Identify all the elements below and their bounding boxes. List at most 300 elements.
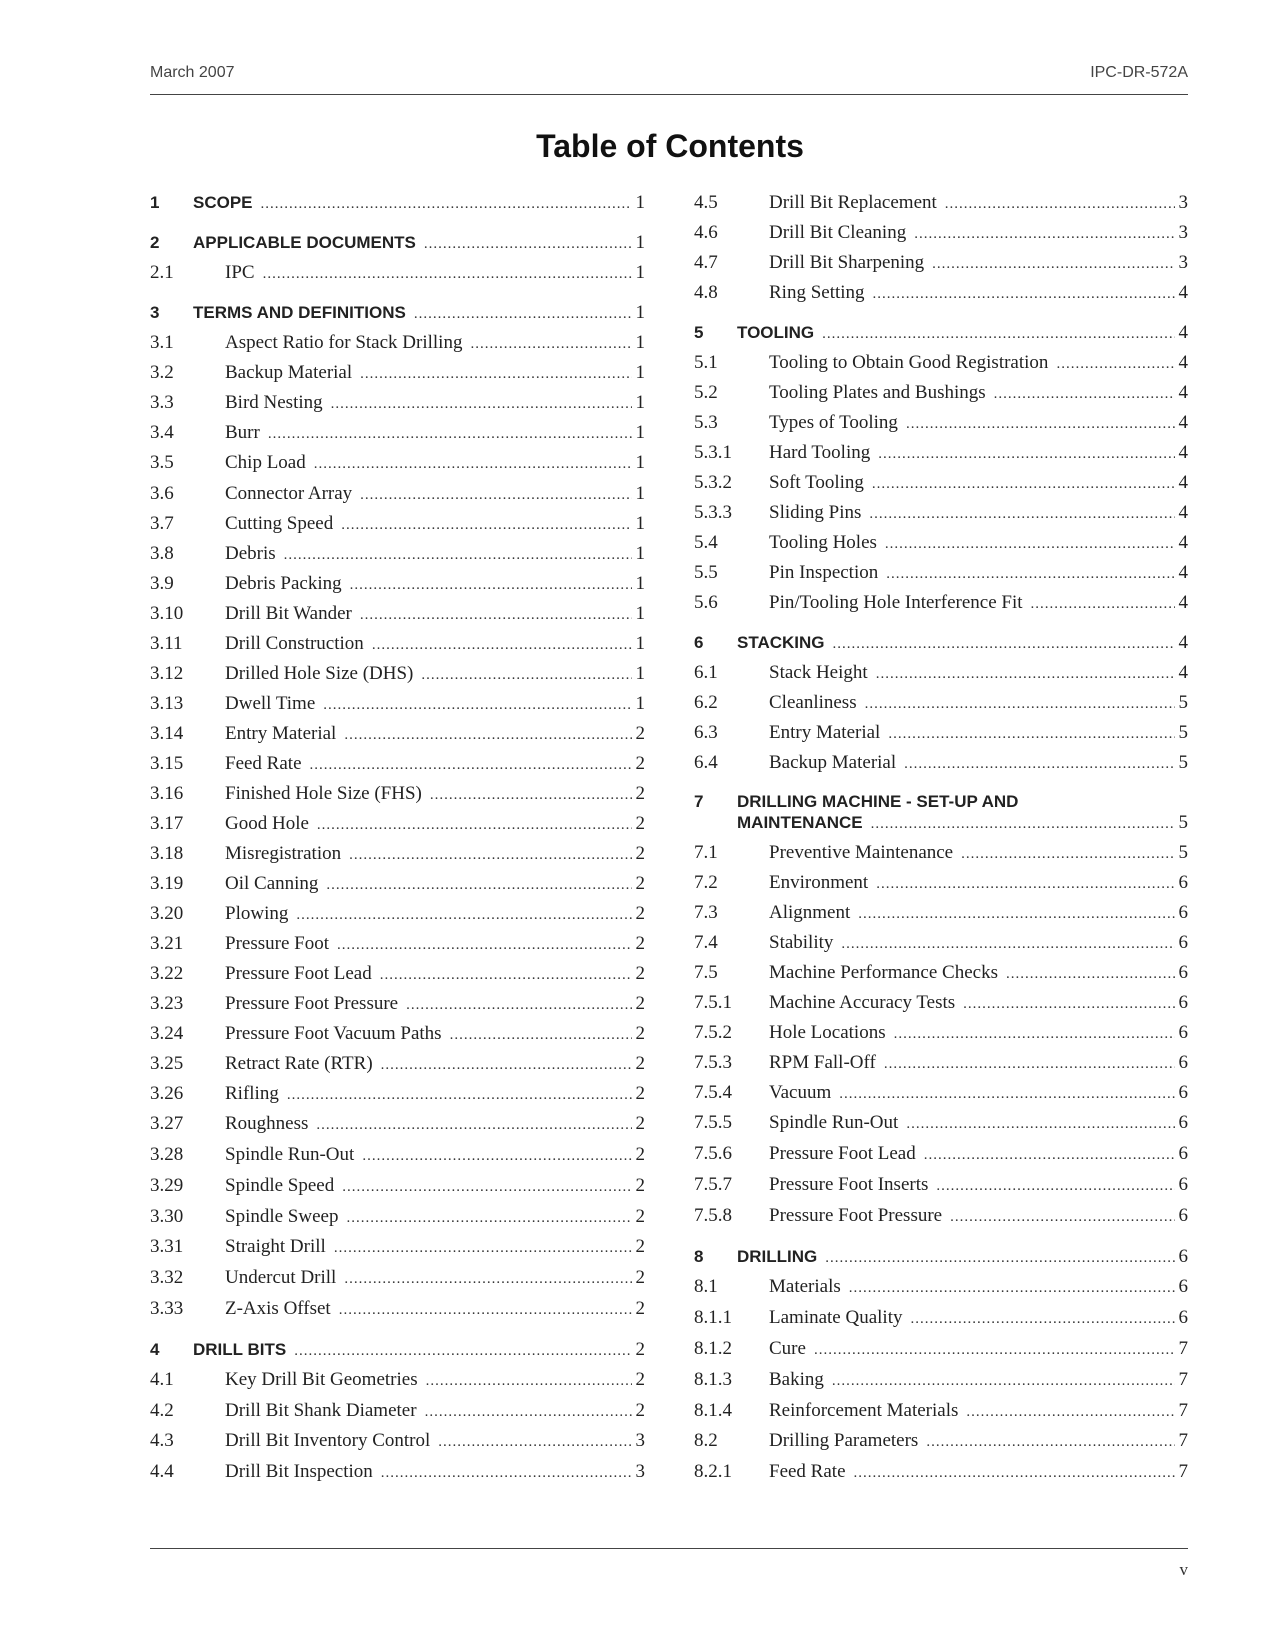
toc-entry[interactable] <box>694 1338 1188 1360</box>
toc-entry[interactable] <box>694 252 1188 274</box>
dot-leader <box>878 446 1174 463</box>
dot-leader <box>924 1147 1175 1164</box>
toc-entry-title: Finished Hole Size (FHS) <box>225 783 422 804</box>
toc-entry[interactable] <box>694 592 1188 614</box>
toc-entry[interactable] <box>694 872 1188 894</box>
toc-entry[interactable] <box>150 513 645 535</box>
toc-entry-title: Retract Rate (RTR) <box>225 1053 373 1074</box>
dot-leader <box>876 876 1174 893</box>
toc-entry-number: 7.5.8 <box>694 1205 732 1226</box>
toc-entry-page: 6 <box>1178 902 1188 923</box>
toc-entry-title: Pressure Foot Pressure <box>225 993 399 1014</box>
toc-entry-number: 4.3 <box>150 1430 174 1451</box>
toc-entry-title: Debris Packing <box>225 573 342 594</box>
toc-entry-title: Machine Accuracy Tests <box>769 992 956 1013</box>
dot-leader <box>425 1404 632 1421</box>
toc-entry-title: Dwell Time <box>225 693 316 714</box>
toc-entry[interactable] <box>150 543 645 565</box>
toc-entry-page: 2 <box>635 843 645 864</box>
dot-leader <box>268 426 632 443</box>
toc-entry-page: 6 <box>1178 1082 1188 1103</box>
toc-entry-title: Cure <box>769 1338 806 1359</box>
toc-entry-number: 3.11 <box>150 633 183 654</box>
toc-entry-number: 7.5.1 <box>694 992 732 1013</box>
toc-entry-page: 4 <box>1178 382 1188 403</box>
toc-entry-number: 3.27 <box>150 1113 184 1134</box>
toc-entry[interactable] <box>694 992 1188 1014</box>
toc-entry-page: 5 <box>1178 722 1188 743</box>
dot-leader <box>926 1434 1174 1451</box>
toc-entry[interactable] <box>150 483 645 505</box>
toc-entry-title: Types of Tooling <box>769 412 898 433</box>
toc-entry[interactable] <box>150 963 645 985</box>
toc-entry-number: 3.19 <box>150 873 184 894</box>
toc-entry-number: 3.32 <box>150 1267 184 1288</box>
toc-entry[interactable] <box>150 452 645 474</box>
toc-entry-page: 2 <box>635 1113 645 1134</box>
toc-entry-number: 5.3 <box>694 412 718 433</box>
toc-entry[interactable] <box>150 1023 645 1045</box>
toc-entry[interactable] <box>694 1430 1188 1452</box>
toc-entry-number: 8.1 <box>694 1276 718 1297</box>
toc-entry-number: 8.2 <box>694 1430 718 1451</box>
toc-entry-page: 2 <box>635 813 645 834</box>
toc-entry[interactable] <box>694 222 1188 244</box>
toc-entry-number: 5.4 <box>694 532 718 553</box>
toc-entry-number: 8.1.2 <box>694 1338 732 1359</box>
toc-entry[interactable] <box>694 1307 1188 1329</box>
toc-entry-page: 2 <box>635 783 645 804</box>
toc-entry[interactable] <box>694 502 1188 524</box>
toc-entry[interactable] <box>150 1267 645 1289</box>
dot-leader <box>904 756 1174 773</box>
toc-entry-number: 7.3 <box>694 902 718 923</box>
toc-entry-page: 6 <box>1178 1276 1188 1297</box>
toc-entry[interactable] <box>694 932 1188 954</box>
toc-entry[interactable] <box>694 1143 1188 1165</box>
dot-leader <box>360 607 632 624</box>
toc-entry-number: 3.6 <box>150 483 174 504</box>
dot-leader <box>963 996 1174 1013</box>
toc-entry-page: 4 <box>1178 592 1188 613</box>
dot-leader <box>424 236 632 253</box>
toc-entry-page: 7 <box>1178 1338 1188 1359</box>
dot-leader <box>1056 356 1174 373</box>
toc-entry[interactable] <box>150 993 645 1015</box>
dot-leader <box>1006 966 1175 983</box>
toc-entry-title: Drill Bit Inventory Control <box>225 1430 431 1451</box>
dot-leader <box>1031 596 1175 613</box>
toc-entry-title: SCOPE <box>193 193 253 212</box>
toc-entry-page: 1 <box>635 513 645 534</box>
toc-entry-number: 7.5.2 <box>694 1022 732 1043</box>
dot-leader <box>314 456 632 473</box>
toc-entry[interactable] <box>150 783 645 805</box>
toc-entry-number: 4.1 <box>150 1369 174 1390</box>
toc-entry[interactable] <box>150 1430 645 1452</box>
toc-entry-number: 3.4 <box>150 422 174 443</box>
toc-entry[interactable] <box>694 472 1188 494</box>
toc-entry-title: Plowing <box>225 903 289 924</box>
toc-entry-title: Connector Array <box>225 483 353 504</box>
dot-leader <box>287 1087 632 1104</box>
toc-entry-title: Undercut Drill <box>225 1267 337 1288</box>
dot-leader <box>334 1240 632 1257</box>
toc-entry[interactable] <box>150 1339 645 1361</box>
toc-entry-title: IPC <box>225 262 255 283</box>
toc-entry-page: 1 <box>635 452 645 473</box>
toc-entry-title: Z-Axis Offset <box>225 1298 331 1319</box>
dot-leader <box>871 816 1175 833</box>
toc-entry[interactable] <box>694 842 1188 864</box>
toc-entry-title: Baking <box>769 1369 824 1390</box>
toc-entry-title: Pressure Foot Lead <box>225 963 372 984</box>
toc-entry[interactable] <box>694 352 1188 374</box>
toc-entry-page: 1 <box>635 332 645 353</box>
toc-entry[interactable] <box>150 1083 645 1105</box>
toc-entry-title: Pressure Foot <box>225 933 329 954</box>
toc-entry-title: Feed Rate <box>769 1461 846 1482</box>
toc-entry-number: 3.33 <box>150 1298 184 1319</box>
toc-entry-title: Stability <box>769 932 834 953</box>
toc-entry[interactable] <box>150 723 645 745</box>
toc-entry-page: 3 <box>1178 252 1188 273</box>
toc-entry-title: Entry Material <box>225 723 337 744</box>
toc-entry[interactable] <box>150 663 645 685</box>
toc-entry-title: Rifling <box>225 1083 279 1104</box>
toc-entry-number: 3.5 <box>150 452 174 473</box>
toc-entry[interactable] <box>150 1236 645 1258</box>
toc-entry-number: 5.2 <box>694 382 718 403</box>
toc-entry-page: 2 <box>635 933 645 954</box>
dot-leader <box>894 1026 1175 1043</box>
toc-entry-number: 4 <box>150 1340 160 1359</box>
toc-entry[interactable] <box>694 632 1188 654</box>
toc-entry-title: Debris <box>225 543 276 564</box>
toc-entry-page: 3 <box>635 1461 645 1482</box>
toc-entry-number: 3.25 <box>150 1053 184 1074</box>
toc-entry[interactable] <box>694 412 1188 434</box>
toc-entry[interactable] <box>694 562 1188 584</box>
toc-entry[interactable] <box>694 752 1188 774</box>
toc-entry[interactable] <box>150 693 645 715</box>
toc-entry-title: Spindle Sweep <box>225 1206 339 1227</box>
toc-entry[interactable] <box>694 1052 1188 1074</box>
toc-entry[interactable] <box>694 962 1188 984</box>
toc-entry-number: 7.1 <box>694 842 718 863</box>
toc-entry-page: 1 <box>635 362 645 383</box>
dot-leader <box>316 1117 631 1134</box>
toc-entry-number: 6.1 <box>694 662 718 683</box>
dot-leader <box>339 1302 632 1319</box>
dot-leader <box>284 547 632 564</box>
toc-entry-number: 3.26 <box>150 1083 184 1104</box>
running-header <box>150 64 1188 95</box>
toc-entry[interactable] <box>694 1112 1188 1134</box>
toc-entry-page: 1 <box>635 693 645 714</box>
toc-entry[interactable] <box>150 1113 645 1135</box>
toc-entry-title: Ring Setting <box>769 282 865 303</box>
toc-entry-page: 2 <box>635 993 645 1014</box>
toc-entry-title: Good Hole <box>225 813 309 834</box>
toc-entry[interactable] <box>150 1400 645 1422</box>
toc-entry-page: 4 <box>1178 352 1188 373</box>
toc-entry-number: 3.14 <box>150 723 184 744</box>
dot-leader <box>470 336 631 353</box>
dot-leader <box>914 226 1174 243</box>
toc-entry[interactable] <box>694 1276 1188 1298</box>
toc-entry-page: 6 <box>1178 1143 1188 1164</box>
toc-entry-page: 4 <box>1178 412 1188 433</box>
toc-entry-number: 7.5.7 <box>694 1174 732 1195</box>
toc-entry[interactable] <box>150 903 645 925</box>
page-number: v <box>1179 1560 1188 1579</box>
dot-leader <box>342 1179 631 1196</box>
dot-leader <box>885 536 1175 553</box>
toc-entry[interactable] <box>694 1400 1188 1422</box>
toc-entry-title: Roughness <box>225 1113 309 1134</box>
dot-leader <box>362 1148 631 1165</box>
dot-leader <box>317 817 632 834</box>
toc-entry[interactable] <box>150 1053 645 1075</box>
toc-entry-title: Drill Bit Cleaning <box>769 222 907 243</box>
toc-entry-page: 5 <box>1178 692 1188 713</box>
toc-entry-page: 4 <box>1178 532 1188 553</box>
toc-entry-number: 3.20 <box>150 903 184 924</box>
dot-leader <box>884 1056 1175 1073</box>
toc-entry[interactable] <box>150 1175 645 1197</box>
toc-entry-page: 2 <box>635 873 645 894</box>
toc-entry[interactable] <box>150 573 645 595</box>
toc-entry[interactable] <box>150 813 645 835</box>
toc-entry-number: 3.16 <box>150 783 184 804</box>
toc-entry-page: 2 <box>635 1083 645 1104</box>
toc-entry[interactable] <box>694 282 1188 304</box>
toc-entry-title: Preventive Maintenance <box>769 842 954 863</box>
toc-entry[interactable] <box>150 422 645 444</box>
toc-entry-page: 6 <box>1178 872 1188 893</box>
toc-entry[interactable] <box>694 382 1188 404</box>
toc-entry-number: 5.3.1 <box>694 442 732 463</box>
dot-leader <box>876 666 1175 683</box>
toc-entry[interactable] <box>694 1369 1188 1391</box>
toc-entry-title: Pin Inspection <box>769 562 879 583</box>
toc-entry[interactable] <box>694 722 1188 744</box>
toc-entry-title: TOOLING <box>737 323 815 342</box>
toc-entry[interactable] <box>150 633 645 655</box>
toc-entry-number: 7.5.4 <box>694 1082 732 1103</box>
toc-entry-title: Misregistration <box>225 843 342 864</box>
dot-leader <box>841 936 1174 953</box>
toc-entry[interactable] <box>694 322 1188 344</box>
toc-entry-number: 4.4 <box>150 1461 174 1482</box>
toc-entry-page: 6 <box>1178 1052 1188 1073</box>
toc-entry-page: 2 <box>635 1267 645 1288</box>
toc-entry-page: 6 <box>1178 932 1188 953</box>
dot-leader <box>344 727 631 744</box>
toc-entry[interactable] <box>694 1174 1188 1196</box>
toc-entry[interactable] <box>150 873 645 895</box>
toc-entry[interactable] <box>150 603 645 625</box>
dot-leader <box>326 877 631 894</box>
toc-entry-number: 4.8 <box>694 282 718 303</box>
dot-leader <box>906 416 1175 433</box>
toc-entry-number: 5.3.2 <box>694 472 732 493</box>
toc-entry-title: Oil Canning <box>225 873 319 894</box>
dot-leader <box>426 1373 632 1390</box>
toc-entry-number: 4.5 <box>694 192 718 213</box>
toc-entry[interactable] <box>150 1206 645 1228</box>
toc-entry[interactable] <box>694 1022 1188 1044</box>
toc-entry-title: STACKING <box>737 633 825 652</box>
dot-leader <box>961 846 1174 863</box>
toc-entry-number: 7.4 <box>694 932 718 953</box>
toc-entry[interactable] <box>694 442 1188 464</box>
dot-leader <box>261 196 632 213</box>
toc-entry-page: 1 <box>635 392 645 413</box>
toc-entry-number: 3.3 <box>150 392 174 413</box>
toc-entry-page: 4 <box>1178 662 1188 683</box>
toc-entry[interactable] <box>150 1298 645 1320</box>
toc-entry[interactable] <box>150 1144 645 1166</box>
toc-entry[interactable] <box>694 192 1188 214</box>
toc-entry-number: 5.6 <box>694 592 718 613</box>
toc-entry-title: Entry Material <box>769 722 881 743</box>
dot-leader <box>346 1210 631 1227</box>
toc-entry-number: 7 <box>694 792 704 811</box>
toc-entry-page: 1 <box>635 232 645 253</box>
toc-entry-number: 7.5.3 <box>694 1052 732 1073</box>
toc-entry[interactable] <box>150 933 645 955</box>
dot-leader <box>945 196 1175 213</box>
toc-entry[interactable] <box>694 1205 1188 1227</box>
dot-leader <box>906 1116 1174 1133</box>
toc-entry-page: 1 <box>635 483 645 504</box>
toc-entry[interactable] <box>694 1246 1188 1268</box>
dot-leader <box>414 306 632 323</box>
toc-entry-page: 7 <box>1178 1430 1188 1451</box>
dot-leader <box>323 697 631 714</box>
toc-entry-title: Pressure Foot Lead <box>769 1143 916 1164</box>
toc-entry-title: Hard Tooling <box>769 442 871 463</box>
dot-leader <box>360 487 631 504</box>
dot-leader <box>814 1342 1175 1359</box>
toc-entry-page: 1 <box>635 663 645 684</box>
toc-entry-page: 4 <box>1178 282 1188 303</box>
toc-entry-title: Straight Drill <box>225 1236 326 1257</box>
toc-entry-line <box>694 812 1188 834</box>
toc-entry-title: Pressure Foot Vacuum Paths <box>225 1023 442 1044</box>
toc-entry[interactable] <box>694 792 1188 834</box>
toc-entry-page: 4 <box>1178 562 1188 583</box>
dot-leader <box>349 847 631 864</box>
toc-entry-title: Pin/Tooling Hole Interference Fit <box>769 592 1023 613</box>
toc-entry[interactable] <box>150 332 645 354</box>
toc-entry-title: Alignment <box>769 902 851 923</box>
toc-entry[interactable] <box>150 362 645 384</box>
toc-entry-number: 3.18 <box>150 843 184 864</box>
toc-entry-number: 8.1.4 <box>694 1400 732 1421</box>
toc-entry-page: 3 <box>635 1430 645 1451</box>
toc-entry-number: 3.7 <box>150 513 174 534</box>
toc-entry-page: 2 <box>635 1175 645 1196</box>
toc-entry-page: 5 <box>1178 812 1188 833</box>
toc-entry-page: 1 <box>635 573 645 594</box>
toc-entry-number: 8.1.1 <box>694 1307 732 1328</box>
toc-entry-title: Backup Material <box>769 752 897 773</box>
dot-leader <box>337 937 632 954</box>
toc-entry-title: Backup Material <box>225 362 353 383</box>
toc-entry-title: Sliding Pins <box>769 502 862 523</box>
toc-entry-number: 3.17 <box>150 813 184 834</box>
toc-entry-page: 2 <box>635 1236 645 1257</box>
toc-entry-number: 3.24 <box>150 1023 184 1044</box>
toc-entry-title: Drill Bit Shank Diameter <box>225 1400 417 1421</box>
toc-entry-page: 1 <box>635 543 645 564</box>
dot-leader <box>341 517 631 534</box>
toc-entry[interactable] <box>694 692 1188 714</box>
toc-entry-title: Tooling Plates and Bushings <box>769 382 986 403</box>
toc-entry[interactable] <box>150 192 645 214</box>
toc-entry-page: 6 <box>1178 1022 1188 1043</box>
toc-entry-number: 7.5.5 <box>694 1112 732 1133</box>
toc-entry-number: 3.1 <box>150 332 174 353</box>
toc-entry[interactable] <box>150 392 645 414</box>
dot-leader <box>832 1373 1175 1390</box>
toc-entry-number: 6 <box>694 633 704 652</box>
page-title: Table of Contents <box>536 128 804 164</box>
toc-entry-page: 2 <box>635 1206 645 1227</box>
toc-entry-title: Vacuum <box>769 1082 832 1103</box>
dot-leader <box>873 286 1175 303</box>
toc-entry[interactable] <box>694 662 1188 684</box>
toc-entry-page: 1 <box>635 302 645 323</box>
toc-entry[interactable] <box>150 302 645 324</box>
toc-entry[interactable] <box>150 1461 645 1483</box>
toc-entry-number: 8.2.1 <box>694 1461 732 1482</box>
toc-entry[interactable] <box>150 232 645 254</box>
dot-leader <box>380 967 632 984</box>
toc-entry-page: 4 <box>1178 322 1188 343</box>
toc-entry[interactable] <box>150 1369 645 1391</box>
dot-leader <box>430 787 632 804</box>
toc-entry[interactable] <box>150 262 645 284</box>
toc-entry-number: 3.8 <box>150 543 174 564</box>
toc-entry-number: 7.5.6 <box>694 1143 732 1164</box>
dot-leader <box>966 1404 1174 1421</box>
toc-entry-number: 6.3 <box>694 722 718 743</box>
toc-entry-page: 6 <box>1178 1307 1188 1328</box>
toc-entry[interactable] <box>150 753 645 775</box>
dot-leader <box>839 1086 1174 1103</box>
toc-entry[interactable] <box>150 843 645 865</box>
toc-entry[interactable] <box>694 532 1188 554</box>
toc-entry[interactable] <box>694 1082 1188 1104</box>
toc-entry-number: 7.5 <box>694 962 718 983</box>
toc-entry-title: TERMS AND DEFINITIONS <box>193 303 406 322</box>
toc-entry-number: 3.30 <box>150 1206 184 1227</box>
toc-entry-page: 2 <box>635 1298 645 1319</box>
toc-entry[interactable] <box>694 1461 1188 1483</box>
toc-entry-title: Drill Construction <box>225 633 364 654</box>
toc-entry-page: 6 <box>1178 1112 1188 1133</box>
dot-leader <box>833 636 1175 653</box>
toc-entry-page: 5 <box>1178 842 1188 863</box>
dot-leader <box>822 326 1174 343</box>
toc-entry[interactable] <box>694 902 1188 924</box>
header-doc-id: IPC-DR-572A <box>1090 64 1188 81</box>
toc-entry-page: 4 <box>1178 472 1188 493</box>
